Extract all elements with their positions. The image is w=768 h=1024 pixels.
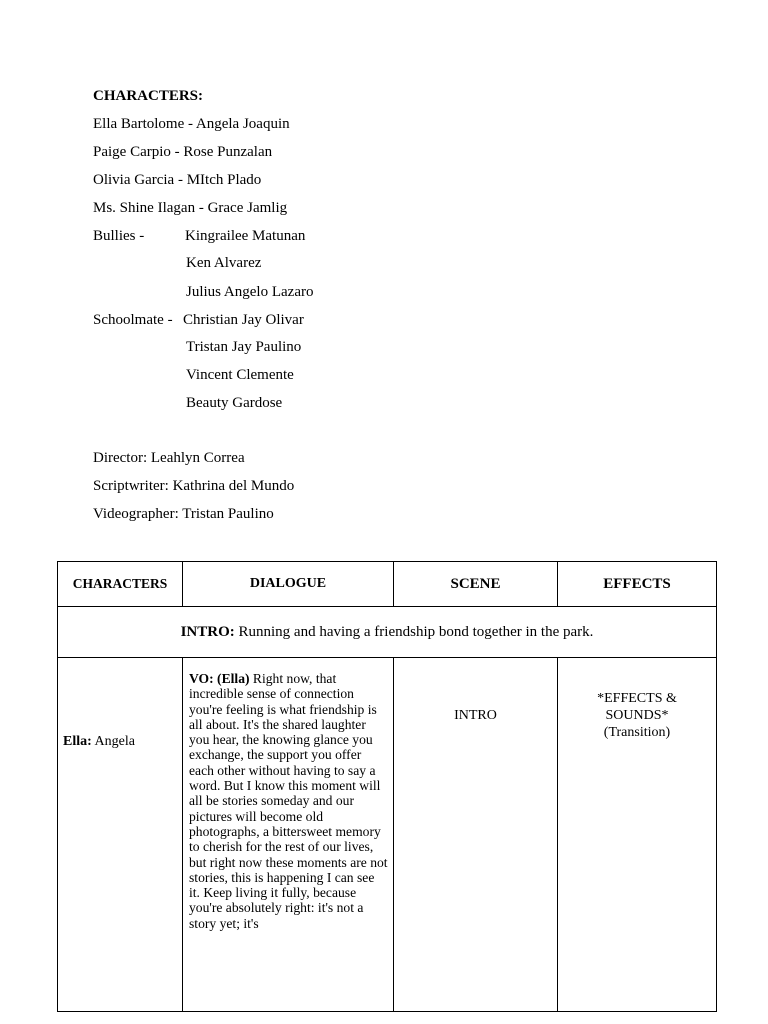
intro-label: INTRO: [180,623,235,640]
effects-cell [558,658,717,1012]
header-dialogue: DIALOGUE [183,562,394,607]
table-header-row [58,562,717,607]
schoolmate-name: Vincent Clemente [186,367,294,383]
scene-cell: INTRO [394,658,558,1012]
schoolmate-name: Beauty Gardose [186,395,283,411]
schoolmate-name: Tristan Jay Paulino [186,339,302,355]
header-effects: EFFECTS [558,562,717,607]
effects-line: SOUNDS* [605,708,669,723]
bully-name: Julius Angelo Lazaro [186,284,314,300]
dialogue-cell [183,658,394,1012]
bully-name: Kingrailee Matunan [185,228,306,244]
schoolmate-name: Christian Jay Olivar [183,312,304,328]
intro-cell [58,607,717,658]
character-cell [58,658,183,1012]
character-actor: Angela [91,734,135,749]
director-line: Director: Leahlyn Correa [93,450,245,466]
header-scene: SCENE [394,562,558,607]
dialogue-speaker: VO: (Ella) [189,671,250,686]
cast-line-ms-shine: Ms. Shine Ilagan - Grace Jamlig [93,200,288,216]
table-row [58,658,717,1012]
cast-line-olivia: Olivia Garcia - MItch Plado [93,172,262,188]
effects-line: (Transition) [603,725,671,740]
effects-line: *EFFECTS & [597,691,677,706]
scriptwriter-line: Scriptwriter: Kathrina del Mundo [93,478,295,494]
bullies-label: Bullies - [93,228,145,244]
videographer-line: Videographer: Tristan Paulino [93,506,274,522]
script-table [57,561,717,1012]
characters-heading: CHARACTERS: [93,88,204,104]
bully-name: Ken Alvarez [186,255,262,271]
character-name: Ella: [63,734,92,749]
header-characters: CHARACTERS [58,562,183,607]
intro-text: Running and having a friendship bond together in the park. [234,623,594,640]
cast-line-ella: Ella Bartolome - Angela Joaquin [93,116,290,132]
dialogue-text: Right now, that incredible sense of connection you're feeling is what friendship is all about. It's the shared laughter you hear, the knowing glance you exchange, the support you offer each other without having to say a word. But I know this moment will all be stories someday and our pictures will become old photographs, a bittersweet memory to cherish for the rest of our lives, but right now these moments are not stories, this is happening I can see it. Keep living it fully, because you're absolutely right: it's not a story yet; it's [189,671,388,931]
intro-row [58,607,717,658]
schoolmate-label: Schoolmate - [93,312,173,328]
cast-line-paige: Paige Carpio - Rose Punzalan [93,144,273,160]
